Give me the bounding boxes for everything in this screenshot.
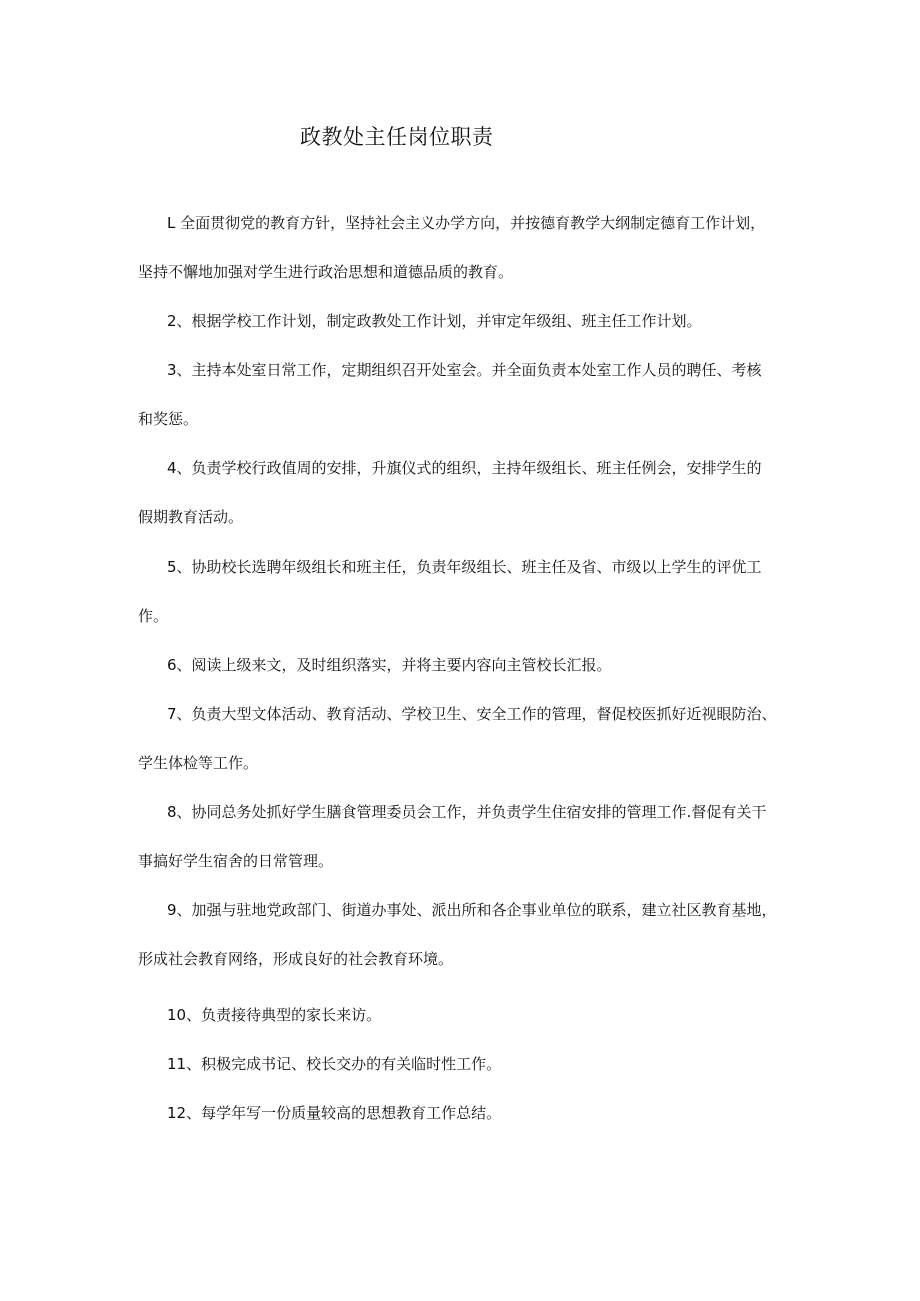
duty-9-line-1: 9、加强与驻地党政部门、街道办事处、派出所和各企事业单位的联系，建立社区教育基地， xyxy=(167,901,777,919)
duty-7-line-2: 学生体检等工作。 xyxy=(138,754,259,772)
duty-10-line-1: 10、负责接待典型的家长来访。 xyxy=(167,1006,382,1024)
duty-8-line-1: 8、协同总务处抓好学生膳食管理委员会工作，并负责学生住宿安排的管理工作.督促有关干 xyxy=(167,803,767,821)
duty-9-line-2: 形成社会教育网络，形成良好的社会教育环境。 xyxy=(138,950,454,968)
duty-1-line-2: 坚持不懈地加强对学生进行政治思想和道德品质的教育。 xyxy=(138,263,514,281)
duty-7-line-1: 7、负责大型文体活动、教育活动、学校卫生、安全工作的管理，督促校医抓好近视眼防治、 xyxy=(167,705,777,723)
duty-12-line-1: 12、每学年写一份质量较高的思想教育工作总结。 xyxy=(167,1104,502,1122)
duty-3-line-1: 3、主持本处室日常工作，定期组织召开处室会。并全面负责本处室工作人员的聘任、考核 xyxy=(167,361,762,379)
duty-3-line-2: 和奖惩。 xyxy=(138,410,199,428)
duty-1-line-1: L 全面贯彻党的教育方针，坚持社会主义办学方向，并按德育教学大纲制定德育工作计划， xyxy=(167,214,766,232)
duty-2-line-1: 2、根据学校工作计划，制定政教处工作计划，并审定年级组、班主任工作计划。 xyxy=(167,312,702,330)
duty-4-line-1: 4、负责学校行政值周的安排，升旗仪式的组织，主持年级组长、班主任例会，安排学生的 xyxy=(167,459,762,477)
document-title: 政教处主任岗位职责 xyxy=(300,125,494,149)
duty-5-line-1: 5、协助校长选聘年级组长和班主任，负责年级组长、班主任及省、市级以上学生的评优工 xyxy=(167,558,762,576)
duty-11-line-1: 11、积极完成书记、校长交办的有关临时性工作。 xyxy=(167,1055,502,1073)
duty-4-line-2: 假期教育活动。 xyxy=(138,508,244,526)
duty-5-line-2: 作。 xyxy=(138,607,169,625)
duty-6-line-1: 6、阅读上级来文，及时组织落实，并将主要内容向主管校长汇报。 xyxy=(167,656,612,674)
duty-8-line-2: 事搞好学生宿舍的日常管理。 xyxy=(138,852,334,870)
